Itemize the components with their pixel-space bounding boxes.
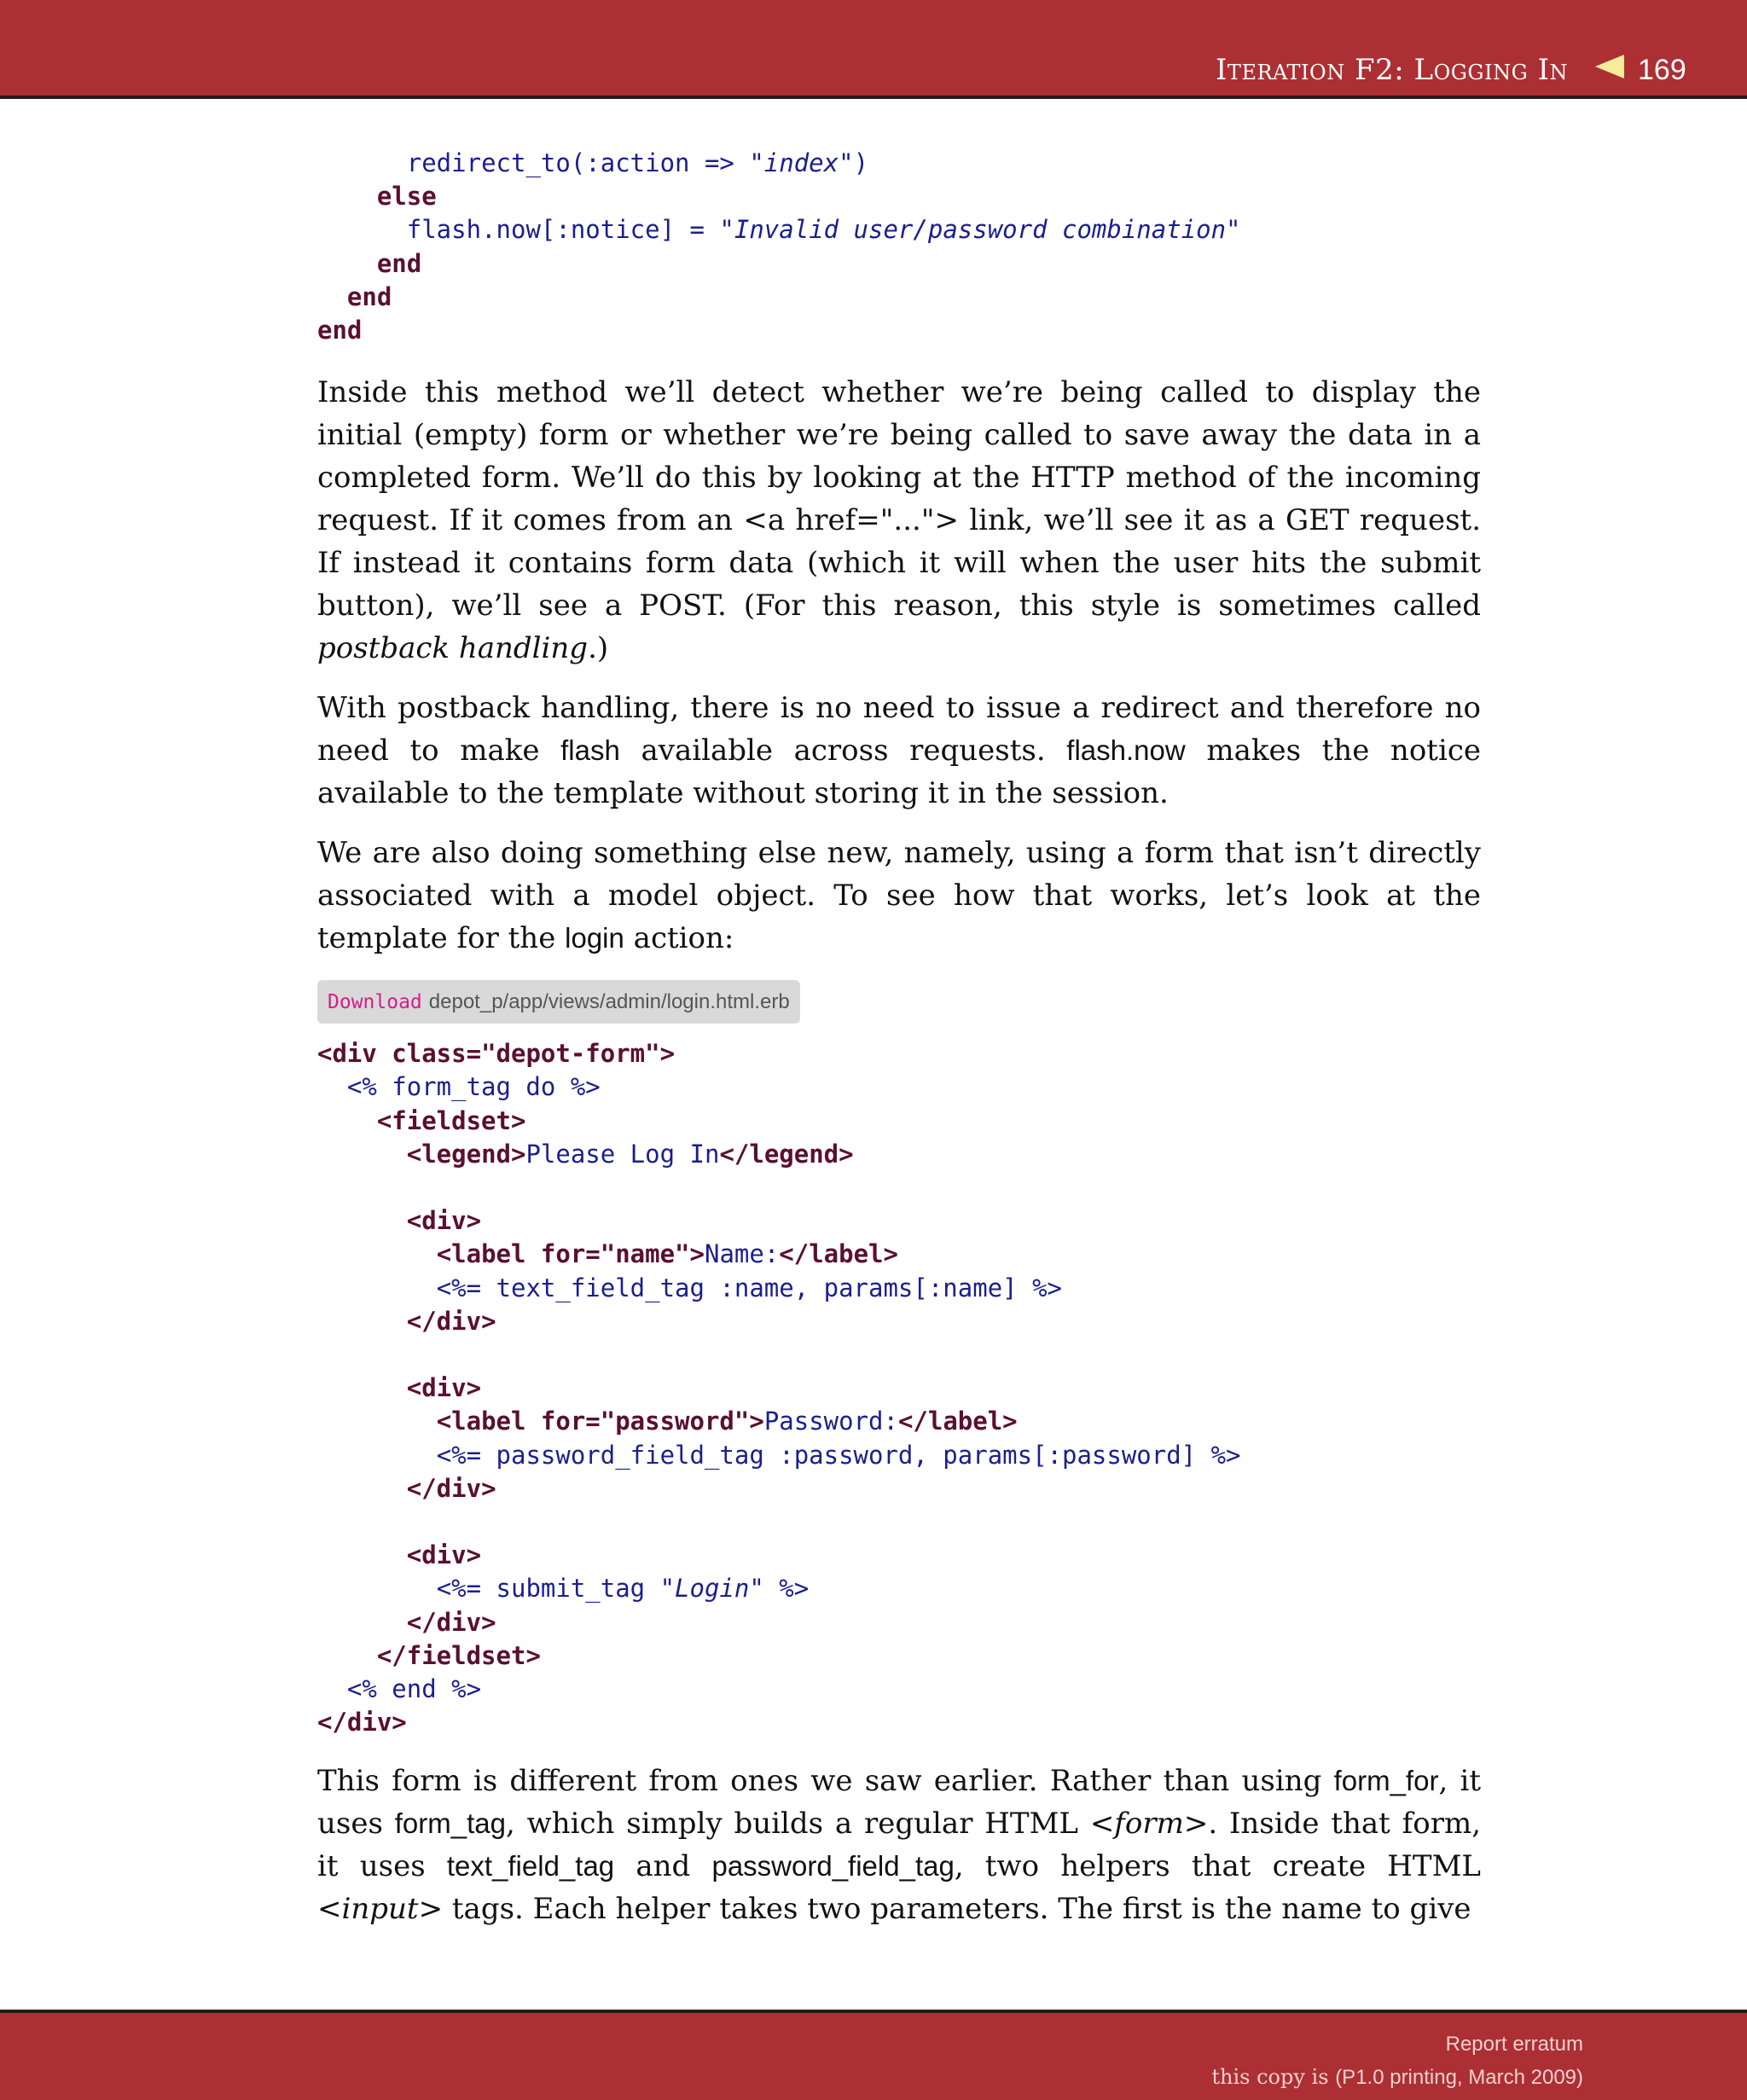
code-text: <%= password_field_tag :password, params[:password] %> — [436, 1440, 1241, 1470]
code-attr: "name" — [600, 1239, 690, 1269]
paragraph-text: . Inside that form, it uses — [317, 1807, 1481, 1884]
inline-code: form_for — [1333, 1765, 1439, 1797]
body-paragraph-3 — [317, 832, 1481, 960]
inline-code: login — [565, 922, 624, 954]
paragraph-text: and — [614, 1849, 712, 1884]
code-keyword: end — [346, 281, 392, 311]
code-string: "index" — [749, 148, 854, 177]
paragraph-text: available across requests. — [619, 734, 1067, 769]
page-footer — [0, 2010, 1747, 2100]
code-string: "Invalid user/password combination" — [719, 215, 1241, 245]
paragraph-text: makes the notice available to the template without storing it in the session. — [317, 734, 1481, 811]
code-tag: </div> — [317, 1708, 407, 1737]
code-keyword: end — [317, 316, 363, 345]
code-text: Name: — [704, 1239, 780, 1269]
code-tag: </label> — [779, 1239, 898, 1269]
copy-info-printing: (P1.0 printing, March 2009) — [1335, 2066, 1583, 2089]
code-text: %> — [763, 1574, 810, 1604]
paragraph-text: , which simply builds a regular HTML — [505, 1807, 1090, 1842]
paragraph-text: , two helpers that create HTML — [954, 1849, 1481, 1884]
code-tag: <div> — [406, 1206, 482, 1236]
emphasis-text: <input> — [317, 1892, 444, 1927]
code-tag: </div> — [406, 1607, 496, 1637]
code-text: <%= text_field_tag :name, params[:name] %> — [436, 1273, 1062, 1302]
body-paragraph-4 — [317, 1760, 1481, 1930]
code-listing-top — [317, 147, 1481, 347]
code-tag: <label for= — [436, 1239, 601, 1269]
paragraph-text: tags. Each helper takes two parameters. The first is the name to give — [443, 1892, 1471, 1927]
paragraph-text: We are also doing something else new, namely, using a form that isn’t directly associated with a model object. To see how that works, let’s look at the template for the — [317, 836, 1481, 956]
code-tag: <div> — [406, 1373, 482, 1403]
code-tag: <fieldset> — [376, 1105, 526, 1135]
code-attr: "password" — [600, 1407, 750, 1436]
code-tag: </legend> — [719, 1139, 854, 1169]
code-tag: <div> — [406, 1540, 482, 1570]
download-path: depot_p/app/views/admin/login.html.erb — [428, 990, 790, 1014]
code-text: <% form_tag do %> — [346, 1072, 601, 1102]
code-text: ) — [853, 148, 869, 177]
code-tag: <legend> — [406, 1139, 526, 1169]
code-listing-login — [317, 1037, 1481, 1739]
code-attr: "depot-form" — [481, 1039, 660, 1069]
paragraph-text: , it uses — [317, 1764, 1481, 1842]
download-label: Download — [328, 991, 422, 1014]
code-tag: <label for= — [436, 1407, 601, 1436]
code-keyword: else — [376, 182, 437, 212]
code-tag: </fieldset> — [376, 1640, 541, 1670]
copy-info-text: this copy is — [1211, 2065, 1336, 2089]
paragraph-text: This form is different from ones we saw earlier. Rather than using — [317, 1764, 1334, 1799]
body-paragraph-2 — [317, 687, 1481, 815]
inline-code: form_tag — [394, 1807, 506, 1840]
report-erratum-link[interactable]: Report erratum — [1445, 2033, 1583, 2056]
code-text: <%= submit_tag — [436, 1574, 660, 1604]
code-tag: <div class= — [317, 1039, 482, 1069]
page-number: 169 — [1638, 54, 1686, 86]
code-tag: > — [689, 1239, 705, 1269]
inline-code: password_field_tag — [711, 1850, 955, 1882]
copy-info — [1211, 2064, 1583, 2091]
code-text: flash.now[:notice] = — [406, 215, 720, 245]
code-text: redirect_to(:action => — [406, 148, 750, 177]
emphasis-text: postback handling — [317, 631, 589, 666]
inline-code: text_field_tag — [446, 1850, 615, 1882]
inline-code: flash.now — [1066, 734, 1186, 767]
paragraph-text: With postback handling, there is no need to issue a redirect and therefore no need to make — [317, 691, 1481, 769]
emphasis-text: <form> — [1089, 1807, 1209, 1842]
body-paragraph-1 — [317, 371, 1481, 670]
code-tag: </div> — [406, 1306, 496, 1336]
code-string: "Login" — [659, 1574, 764, 1604]
code-text: <% end %> — [346, 1674, 482, 1704]
code-text: Password: — [763, 1407, 898, 1436]
page-header — [0, 0, 1747, 99]
running-head-title: Iteration F2: Logging In — [1216, 53, 1568, 87]
paragraph-text: Inside this method we’ll detect whether we’re being called to display the initial (empty) form or whether we’re being called to save away the data in a completed form. We’ll do this by looking at the HTTP method of the incoming request. If it comes from an <a href="..."> link, we’ll see it as a GET request. If instead it contains form data (which it will when the user hits the submit button), we’ll see a POST. (For this reason, this style is sometimes called — [317, 375, 1481, 624]
code-text: Please Log In — [525, 1139, 720, 1169]
code-tag: > — [659, 1039, 676, 1069]
left-triangle-icon — [1595, 55, 1624, 78]
download-link[interactable] — [317, 980, 800, 1024]
code-keyword: end — [376, 248, 422, 278]
paragraph-text: action: — [624, 921, 734, 956]
code-tag: </div> — [406, 1473, 496, 1503]
paragraph-text: .) — [588, 631, 609, 666]
code-tag: > — [749, 1407, 764, 1436]
code-tag: </label> — [897, 1407, 1018, 1436]
page-body — [317, 147, 1481, 1930]
inline-code: flash — [560, 734, 620, 767]
